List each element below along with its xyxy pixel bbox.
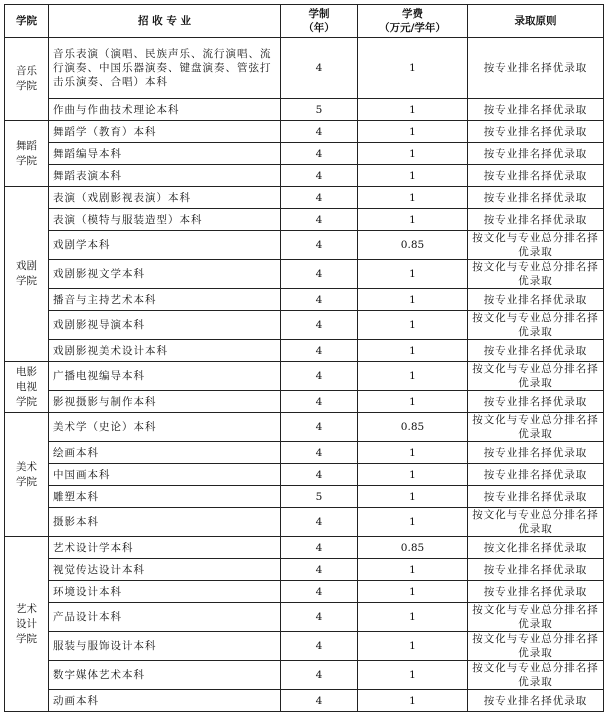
duration-cell: 4 [281,559,358,581]
duration-cell: 4 [281,311,358,340]
major-cell: 服装与服饰设计本科 [49,632,281,661]
rule-cell: 按专业排名择优录取 [468,121,604,143]
duration-cell: 4 [281,187,358,209]
table-row [5,603,604,632]
major-cell: 戏剧影视美术设计本科 [49,340,281,362]
duration-cell: 4 [281,121,358,143]
major-cell: 中国画本科 [49,464,281,486]
header-college-label: 学院 [16,15,37,27]
table-row [5,260,604,289]
college-name: 美术 学院 [16,460,37,488]
duration-cell: 4 [281,581,358,603]
tuition-cell: 1 [358,260,468,289]
tuition-cell: 1 [358,362,468,391]
college-cell [5,121,49,187]
table-row [5,99,604,121]
major-cell: 舞蹈表演本科 [49,165,281,187]
admission-table [4,4,604,712]
table-row [5,442,604,464]
rule-cell: 按文化与专业总分排名择优录取 [468,603,604,632]
college-name: 音乐 学院 [16,65,37,92]
major-cell: 环境设计本科 [49,581,281,603]
table-row [5,413,604,442]
rule-cell: 按文化与专业总分排名择优录取 [468,632,604,661]
rule-cell: 按文化与专业总分排名择优录取 [468,413,604,442]
table-row [5,340,604,362]
table-row [5,311,604,340]
rule-cell: 按专业排名择优录取 [468,143,604,165]
table-row [5,559,604,581]
tuition-cell: 1 [358,464,468,486]
header-major [49,5,281,38]
duration-cell: 4 [281,362,358,391]
table-row [5,38,604,99]
table-row [5,632,604,661]
rule-cell: 按专业排名择优录取 [468,289,604,311]
table-row [5,690,604,712]
tuition-cell: 0.85 [358,231,468,260]
table-row [5,121,604,143]
major-cell: 音乐表演（演唱、民族声乐、流行演唱、流行演奏、中国乐器演奏、键盘演奏、管弦打击乐演奏、合唱）本科 [49,38,281,99]
table-row [5,508,604,537]
major-cell: 舞蹈学（教育）本科 [49,121,281,143]
duration-cell: 4 [281,413,358,442]
rule-cell: 按文化排名择优录取 [468,537,604,559]
rule-cell: 按文化与专业总分排名择优录取 [468,231,604,260]
rule-cell: 按专业排名择优录取 [468,581,604,603]
rule-cell: 按文化与专业总分排名择优录取 [468,508,604,537]
duration-cell: 4 [281,209,358,231]
major-cell: 数字媒体艺术本科 [49,661,281,690]
duration-cell: 4 [281,464,358,486]
duration-cell: 4 [281,340,358,362]
major-cell: 播音与主持艺术本科 [49,289,281,311]
duration-cell: 4 [281,143,358,165]
tuition-cell: 1 [358,209,468,231]
duration-cell: 4 [281,165,358,187]
duration-cell: 4 [281,231,358,260]
college-cell [5,537,49,712]
duration-cell: 4 [281,632,358,661]
rule-cell: 按专业排名择优录取 [468,559,604,581]
tuition-cell: 1 [358,603,468,632]
major-cell: 视觉传达设计本科 [49,559,281,581]
major-cell: 产品设计本科 [49,603,281,632]
tuition-cell: 1 [358,508,468,537]
tuition-cell: 1 [358,99,468,121]
duration-cell: 4 [281,38,358,99]
major-cell: 影视摄影与制作本科 [49,391,281,413]
tuition-cell: 0.85 [358,413,468,442]
table-body [5,38,604,712]
rule-cell: 按文化与专业总分排名择优录取 [468,260,604,289]
major-cell: 美术学（史论）本科 [49,413,281,442]
rule-cell: 按专业排名择优录取 [468,690,604,712]
header-duration [281,5,358,38]
tuition-cell: 1 [358,187,468,209]
tuition-cell: 1 [358,559,468,581]
rule-cell: 按专业排名择优录取 [468,340,604,362]
rule-cell: 按专业排名择优录取 [468,187,604,209]
rule-cell: 按文化与专业总分排名择优录取 [468,661,604,690]
table-row [5,231,604,260]
header-tuition-label: 学费 （万元/学年） [379,8,446,34]
rule-cell: 按专业排名择优录取 [468,464,604,486]
tuition-cell: 1 [358,632,468,661]
major-cell: 表演（模特与服装造型）本科 [49,209,281,231]
major-cell: 戏剧影视导演本科 [49,311,281,340]
table-row [5,165,604,187]
tuition-cell: 1 [358,340,468,362]
college-name: 电影 电视 学院 [16,365,37,408]
college-name: 艺术 设计 学院 [16,602,37,645]
rule-cell: 按专业排名择优录取 [468,391,604,413]
tuition-cell: 1 [358,38,468,99]
rule-cell: 按专业排名择优录取 [468,486,604,508]
table-row [5,143,604,165]
header-row [5,5,604,38]
tuition-cell: 1 [358,289,468,311]
table-row [5,581,604,603]
major-cell: 戏剧学本科 [49,231,281,260]
tuition-cell: 1 [358,581,468,603]
major-cell: 广播电视编导本科 [49,362,281,391]
rule-cell: 按专业排名择优录取 [468,165,604,187]
major-cell: 摄影本科 [49,508,281,537]
rule-cell: 按专业排名择优录取 [468,99,604,121]
college-cell [5,413,49,537]
duration-cell: 4 [281,391,358,413]
tuition-cell: 1 [358,690,468,712]
table-row [5,187,604,209]
college-name: 戏剧 学院 [16,260,37,287]
major-cell: 艺术设计学本科 [49,537,281,559]
duration-cell: 4 [281,690,358,712]
duration-cell: 5 [281,99,358,121]
rule-cell: 按文化与专业总分排名择优录取 [468,311,604,340]
duration-cell: 4 [281,289,358,311]
header-rule-label: 录取原则 [514,15,557,27]
duration-cell: 5 [281,486,358,508]
header-duration-label: 学制 （年） [303,8,335,34]
header-rule [468,5,604,38]
tuition-cell: 1 [358,165,468,187]
major-cell: 表演（戏剧影视表演）本科 [49,187,281,209]
duration-cell: 4 [281,260,358,289]
tuition-cell: 1 [358,143,468,165]
college-cell [5,38,49,121]
duration-cell: 4 [281,537,358,559]
college-cell [5,187,49,362]
table-row [5,362,604,391]
tuition-cell: 1 [358,486,468,508]
major-cell: 戏剧影视文学本科 [49,260,281,289]
header-tuition [358,5,468,38]
tuition-cell: 1 [358,442,468,464]
table-row [5,661,604,690]
rule-cell: 按专业排名择优录取 [468,38,604,99]
duration-cell: 4 [281,508,358,537]
tuition-cell: 1 [358,311,468,340]
rule-cell: 按专业排名择优录取 [468,209,604,231]
duration-cell: 4 [281,442,358,464]
tuition-cell: 1 [358,391,468,413]
table-row [5,209,604,231]
rule-cell: 按文化与专业总分排名择优录取 [468,362,604,391]
major-cell: 舞蹈编导本科 [49,143,281,165]
table-row [5,464,604,486]
header-major-label: 招 收 专 业 [138,15,191,27]
major-cell: 绘画本科 [49,442,281,464]
table-row [5,486,604,508]
tuition-cell: 1 [358,121,468,143]
tuition-cell: 1 [358,661,468,690]
rule-cell: 按专业排名择优录取 [468,442,604,464]
major-cell: 作曲与作曲技术理论本科 [49,99,281,121]
college-name: 舞蹈 学院 [16,139,37,167]
duration-cell: 4 [281,661,358,690]
table-row [5,289,604,311]
table-row [5,391,604,413]
header-college [5,5,49,38]
college-cell [5,362,49,413]
duration-cell: 4 [281,603,358,632]
tuition-cell: 0.85 [358,537,468,559]
major-cell: 雕塑本科 [49,486,281,508]
table-row [5,537,604,559]
major-cell: 动画本科 [49,690,281,712]
